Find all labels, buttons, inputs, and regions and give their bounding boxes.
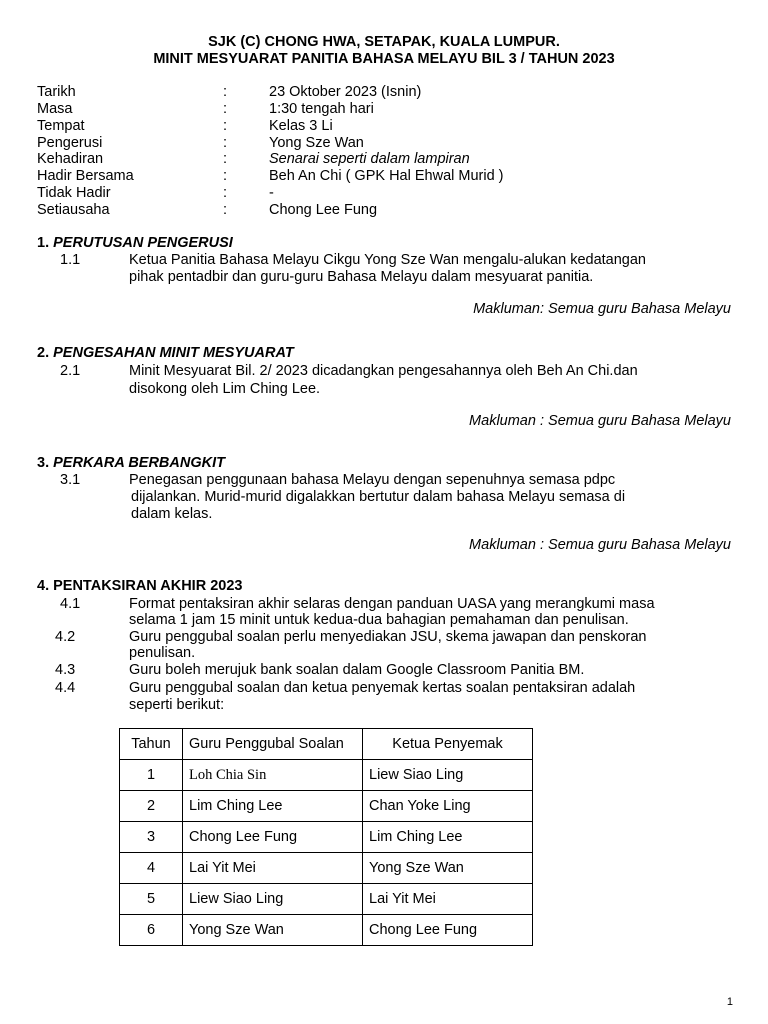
table-cell-penyemak: Liew Siao Ling [363, 760, 533, 791]
meta-value-tempat: Kelas 3 Li [269, 118, 333, 134]
table-cell-tahun: 6 [120, 915, 183, 946]
table-cell-penyemak: Lim Ching Lee [363, 822, 533, 853]
meta-value-kehadiran: Senarai seperti dalam lampiran [269, 151, 470, 167]
meta-value-masa: 1:30 tengah hari [269, 101, 374, 117]
table-cell-tahun: 1 [120, 760, 183, 791]
item-text-line: Penegasan penggunaan bahasa Melayu dengan sepenuhnya semasa pdpc [129, 472, 616, 488]
table-cell-penggubal: Liew Siao Ling [183, 884, 363, 915]
section-title: PERUTUSAN PENGERUSI [53, 235, 233, 251]
item-number: 2.1 [60, 363, 81, 379]
school-name: SJK (C) CHONG HWA, SETAPAK, KUALA LUMPUR. [208, 34, 560, 50]
table-header-cell: Ketua Penyemak [363, 729, 533, 760]
table-header-row [120, 729, 533, 760]
table-cell-penggubal: Loh Chia Sin [183, 760, 363, 791]
item-number: 3.1 [60, 472, 81, 488]
table-cell-tahun: 2 [120, 791, 183, 822]
table-header-cell: Guru Penggubal Soalan [183, 729, 363, 760]
meta-colon: : [223, 185, 228, 201]
meta-label-pengerusi: Pengerusi [37, 135, 103, 151]
table-row [120, 884, 533, 915]
meta-label-masa: Masa [37, 101, 73, 117]
makluman-note: Makluman : Semua guru Bahasa Melayu [469, 537, 731, 553]
table-cell-penggubal: Lim Ching Lee [183, 791, 363, 822]
meta-value-tarikh: 23 Oktober 2023 (Isnin) [269, 84, 422, 100]
meta-value-tidak-hadir: - [269, 185, 274, 201]
meta-label-tempat: Tempat [37, 118, 85, 134]
item-number: 4.1 [60, 596, 81, 612]
item-text-line: Minit Mesyuarat Bil. 2/ 2023 dicadangkan pengesahannya oleh Beh An Chi.dan [129, 363, 638, 379]
meta-label-tidak-hadir: Tidak Hadir [37, 185, 111, 201]
item-text-line: dijalankan. Murid-murid digalakkan bertutur dalam bahasa Melayu semasa di [131, 489, 626, 505]
table-header-cell: Tahun [120, 729, 183, 760]
item-text-line: Guru penggubal soalan perlu menyediakan JSU, skema jawapan dan penskoran [129, 629, 647, 645]
item-text-line: Ketua Panitia Bahasa Melayu Cikgu Yong Sze Wan mengalu-alukan kedatangan [129, 252, 646, 268]
table-cell-penyemak: Chong Lee Fung [363, 915, 533, 946]
item-text-line: selama 1 jam 15 minit untuk kedua-dua bahagian pemahaman dan penulisan. [129, 612, 629, 628]
table-cell-penggubal: Yong Sze Wan [183, 915, 363, 946]
item-number: 4.2 [55, 629, 76, 645]
table-row [120, 853, 533, 884]
table-cell-tahun: 3 [120, 822, 183, 853]
meta-value-hadir-bersama: Beh An Chi ( GPK Hal Ehwal Murid ) [269, 168, 504, 184]
meta-label-tarikh: Tarikh [37, 84, 76, 100]
item-number: 4.3 [55, 662, 76, 678]
section-4-heading: 4. PENTAKSIRAN AKHIR 2023 [37, 578, 243, 594]
item-text-line: seperti berikut: [129, 697, 225, 713]
item-number: 4.4 [55, 680, 76, 696]
table-cell-tahun: 4 [120, 853, 183, 884]
meta-label-hadir-bersama: Hadir Bersama [37, 168, 134, 184]
meta-colon: : [223, 101, 228, 117]
page-number: 1 [726, 996, 733, 1008]
item-text-line: Guru penggubal soalan dan ketua penyemak kertas soalan pentaksiran adalah [129, 680, 636, 696]
section-title: PENGESAHAN MINIT MESYUARAT [53, 345, 294, 361]
section-number: 3. [37, 455, 50, 471]
makluman-note: Makluman: Semua guru Bahasa Melayu [473, 301, 731, 317]
meta-colon: : [223, 151, 228, 167]
item-text-line: disokong oleh Lim Ching Lee. [129, 381, 321, 397]
table-cell-penyemak: Chan Yoke Ling [363, 791, 533, 822]
meta-value-setiausaha: Chong Lee Fung [269, 202, 378, 218]
section-2-heading [37, 345, 294, 361]
meta-colon: : [223, 118, 228, 134]
meta-colon: : [223, 168, 228, 184]
table-cell-penggubal: Chong Lee Fung [183, 822, 363, 853]
table-row [120, 760, 533, 791]
table-row [120, 915, 533, 946]
table-cell-penyemak: Yong Sze Wan [363, 853, 533, 884]
item-number: 1.1 [60, 252, 81, 268]
meta-colon: : [223, 135, 228, 151]
table-row [120, 822, 533, 853]
page-title: MINIT MESYUARAT PANITIA BAHASA MELAYU BIL 3 / TAHUN 2023 [153, 51, 615, 67]
table-cell-penyemak: Lai Yit Mei [363, 884, 533, 915]
item-text-line: Format pentaksiran akhir selaras dengan panduan UASA yang merangkumi masa [129, 596, 655, 612]
meta-label-setiausaha: Setiausaha [37, 202, 110, 218]
section-3-heading [37, 455, 225, 471]
item-text-line: dalam kelas. [131, 506, 213, 522]
table-row [120, 791, 533, 822]
meta-colon: : [223, 84, 228, 100]
item-text-line: pihak pentadbir dan guru-guru Bahasa Melayu dalam mesyuarat panitia. [129, 269, 594, 285]
section-number: 1. [37, 235, 50, 251]
table-cell-penggubal: Lai Yit Mei [183, 853, 363, 884]
table-cell-tahun: 5 [120, 884, 183, 915]
item-text-line: Guru boleh merujuk bank soalan dalam Google Classroom Panitia BM. [129, 662, 585, 678]
section-number: 2. [37, 345, 50, 361]
assignment-table [119, 728, 533, 946]
makluman-note: Makluman : Semua guru Bahasa Melayu [469, 413, 731, 429]
meta-label-kehadiran: Kehadiran [37, 151, 104, 167]
item-text-line: penulisan. [129, 645, 196, 661]
section-1-heading [37, 235, 233, 251]
meta-value-pengerusi: Yong Sze Wan [269, 135, 364, 151]
section-title: PERKARA BERBANGKIT [53, 455, 225, 471]
meta-colon: : [223, 202, 228, 218]
